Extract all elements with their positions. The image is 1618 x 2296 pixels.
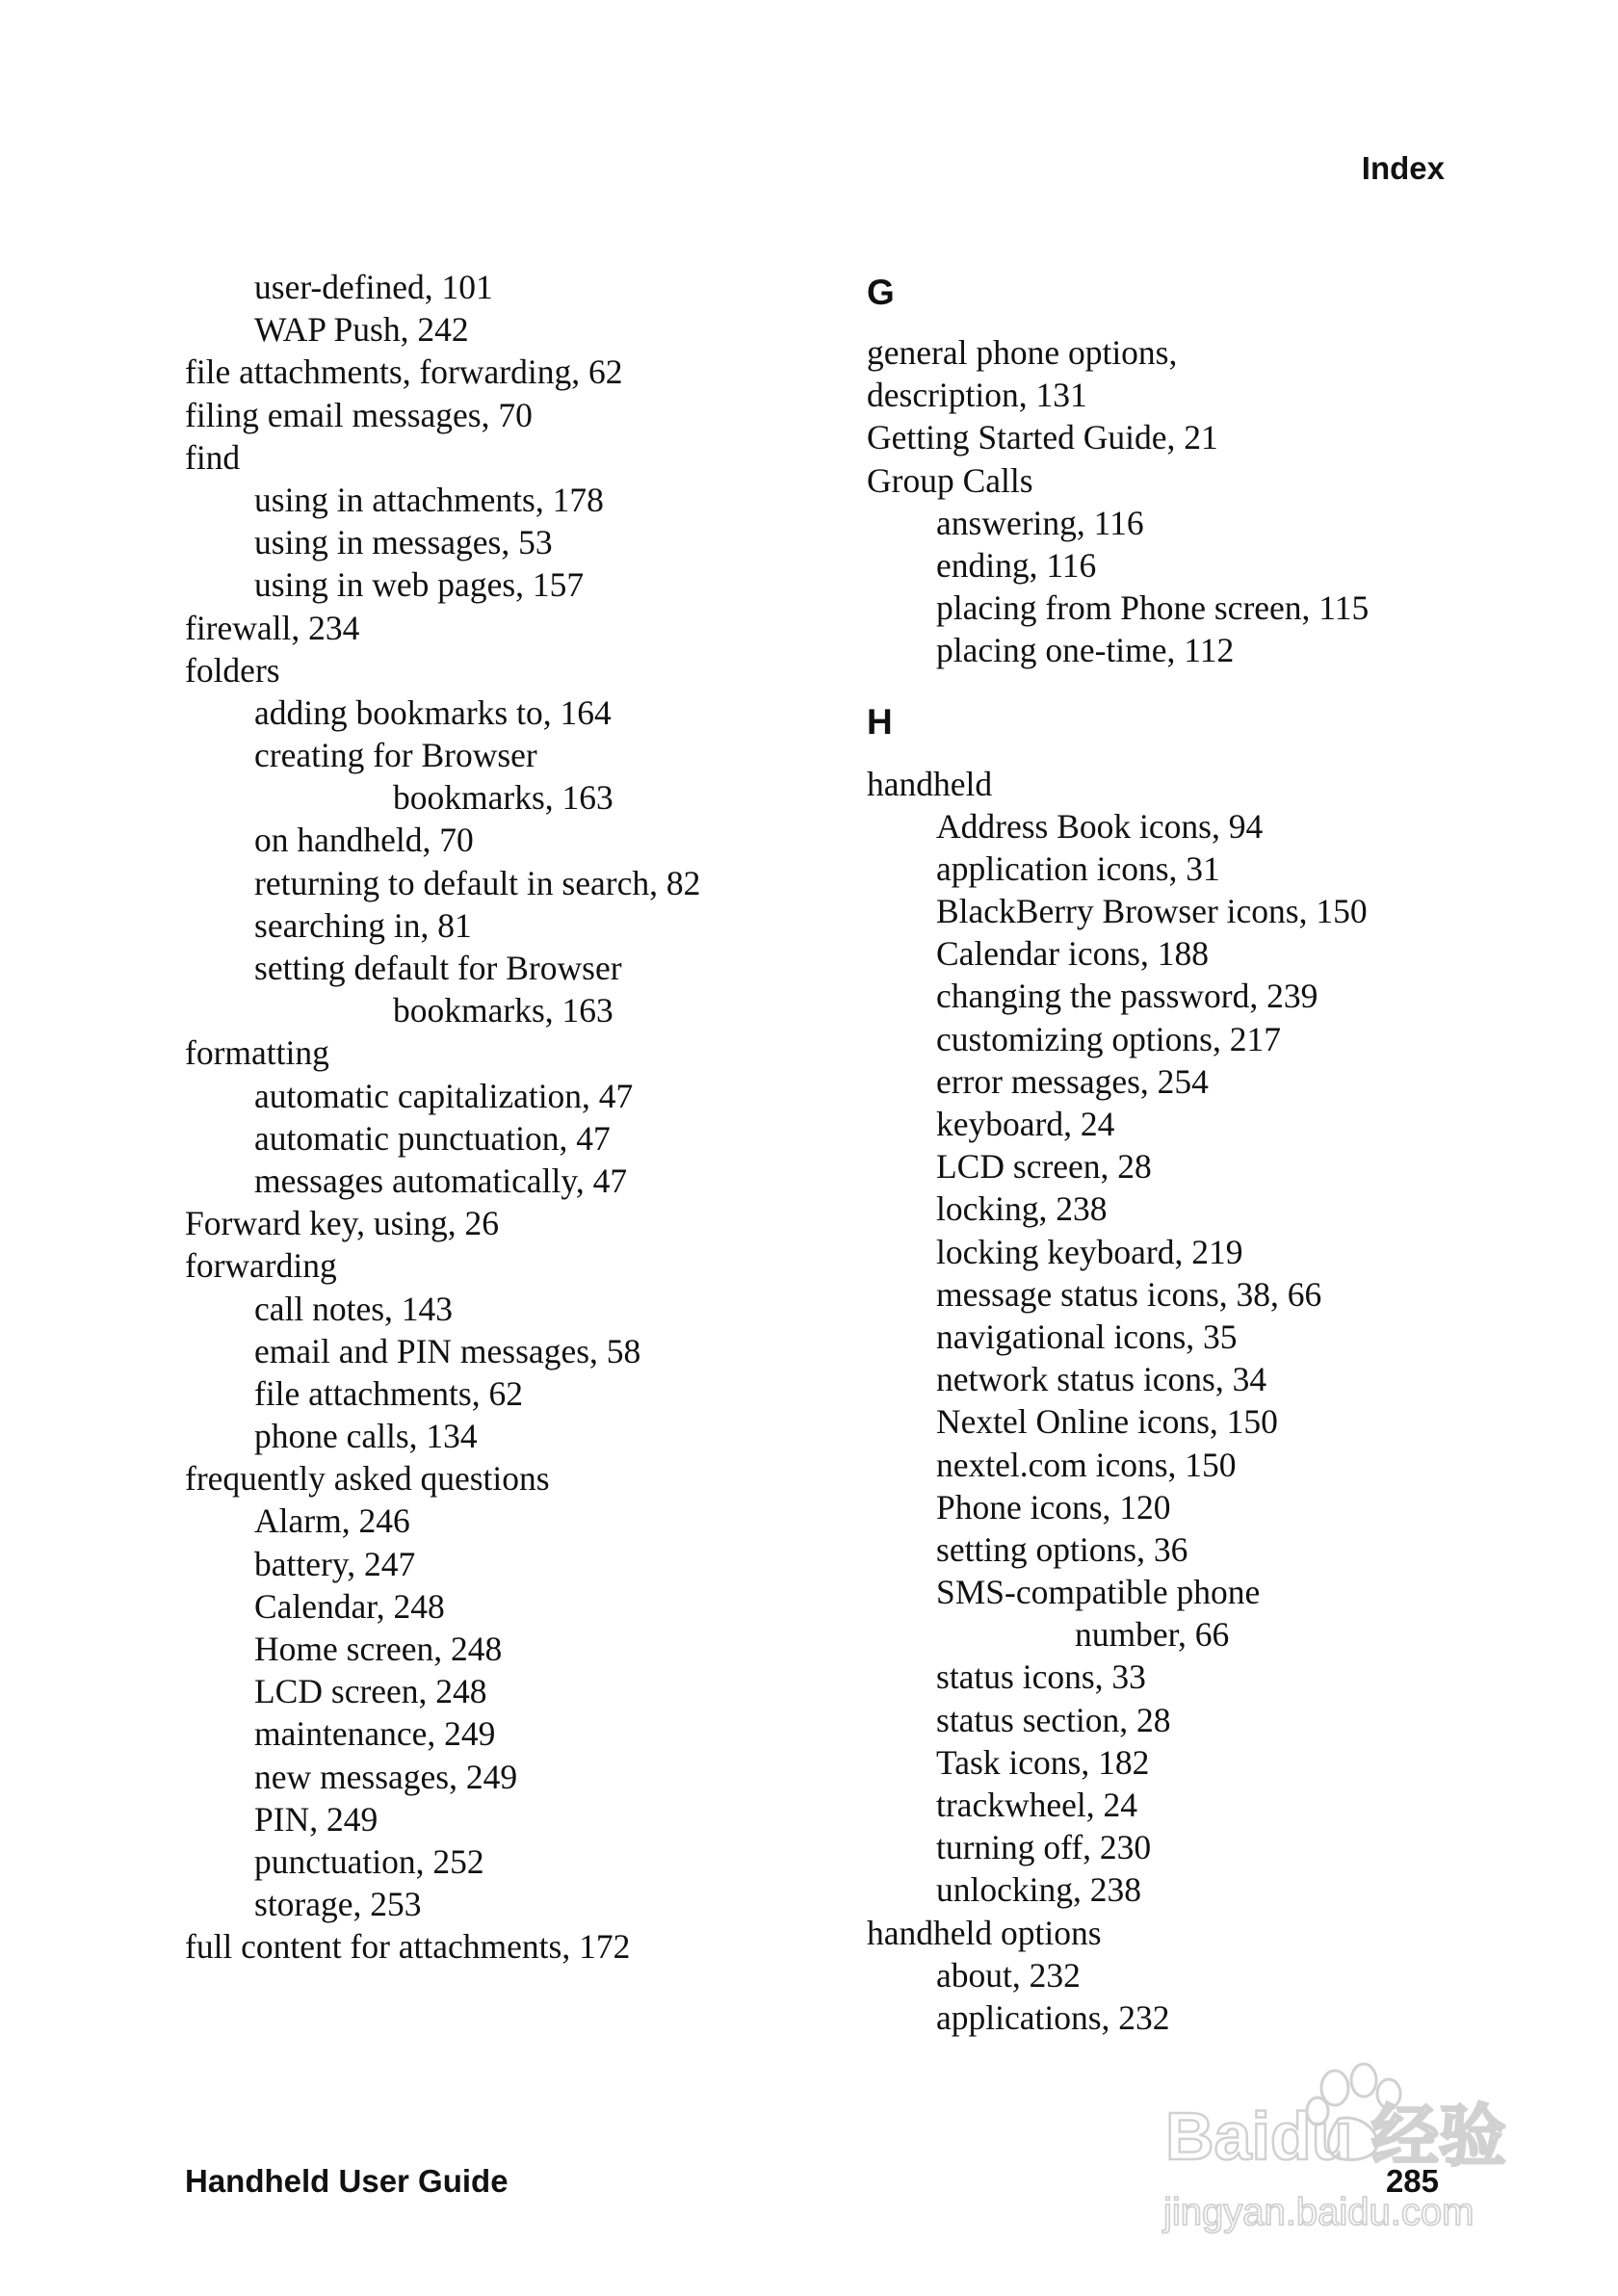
index-main-entry: frequently asked questions (185, 1459, 550, 1499)
index-sub-entry: changing the password, 239 (936, 977, 1318, 1016)
index-sub-entry: LCD screen, 28 (936, 1147, 1152, 1187)
index-sub-entry: on handheld, 70 (254, 821, 474, 860)
section-g-entries (867, 331, 1464, 672)
index-sub-entry: using in attachments, 178 (254, 480, 604, 519)
index-sub-entry: trackwheel, 24 (936, 1786, 1137, 1824)
index-sub-entry: ending, 116 (936, 545, 1097, 585)
index-sub-entry: adding bookmarks to, 164 (254, 692, 612, 732)
index-sub-entry: Home screen, 248 (254, 1630, 503, 1668)
index-sub-entry: email and PIN messages, 58 (254, 1331, 641, 1370)
index-main-entry: handheld options (867, 1913, 1102, 1952)
index-sub-entry: call notes, 143 (254, 1289, 454, 1328)
index-sub-entry: messages automatically, 47 (254, 1161, 628, 1200)
index-sub-entry: placing from Phone screen, 115 (936, 588, 1370, 628)
baidu-watermark-logo (1146, 2051, 1531, 2254)
index-main-entry: description, 131 (867, 376, 1087, 415)
index-sub-entry: LCD screen, 248 (254, 1672, 487, 1711)
index-sub-entry: phone calls, 134 (254, 1417, 478, 1456)
index-sub-entry: using in messages, 53 (254, 523, 553, 562)
index-main-entry: forwarding (185, 1246, 337, 1286)
index-sub-entry: PIN, 249 (254, 1799, 378, 1839)
index-sub-entry: user-defined, 101 (254, 268, 493, 306)
index-sub-entry: returning to default in search, 82 (254, 863, 701, 902)
index-sub-entry: punctuation, 252 (254, 1841, 484, 1881)
index-sub-entry: Phone icons, 120 (936, 1487, 1171, 1526)
index-sub-entry: answering, 116 (936, 503, 1144, 542)
index-sub-entry: unlocking, 238 (936, 1870, 1141, 1910)
index-main-entry: file attachments, forwarding, 62 (185, 352, 623, 392)
index-sub-entry: status section, 28 (936, 1700, 1171, 1739)
index-sub-entry: Address Book icons, 94 (936, 806, 1264, 846)
index-sub-entry: automatic punctuation, 47 (254, 1118, 611, 1158)
section-letter-g: G (867, 273, 895, 312)
index-sub-entry: maintenance, 249 (254, 1714, 496, 1754)
index-continuation: bookmarks, 163 (393, 778, 613, 818)
index-sub-entry: Nextel Online icons, 150 (936, 1402, 1278, 1442)
index-sub-entry: searching in, 81 (254, 905, 472, 945)
index-sub-entry: network status icons, 34 (936, 1360, 1267, 1399)
index-sub-entry: WAP Push, 242 (254, 310, 469, 350)
index-sub-entry: Alarm, 246 (254, 1501, 410, 1541)
footer-page-number: 285 (1385, 2163, 1439, 2199)
index-right-column (867, 266, 1464, 2039)
section-h-entries (867, 763, 1464, 2040)
index-sub-entry: creating for Browser (254, 736, 537, 775)
section-letter-h: H (867, 701, 893, 742)
index-sub-entry: error messages, 254 (936, 1061, 1209, 1101)
index-sub-entry: status icons, 33 (936, 1657, 1146, 1697)
index-main-entry: formatting (185, 1033, 329, 1073)
index-main-entry: folders (185, 650, 280, 690)
index-sub-entry: placing one-time, 112 (936, 631, 1235, 670)
index-continuation: bookmarks, 163 (393, 991, 613, 1031)
index-sub-entry: message status icons, 38, 66 (936, 1274, 1322, 1314)
index-left-column (185, 266, 801, 1969)
index-sub-entry: Calendar, 248 (254, 1586, 445, 1626)
index-sub-entry: customizing options, 217 (936, 1019, 1281, 1058)
index-sub-entry: new messages, 249 (254, 1757, 518, 1796)
index-sub-entry: storage, 253 (254, 1885, 422, 1924)
index-sub-entry: battery, 247 (254, 1544, 416, 1583)
footer-guide-title: Handheld User Guide (185, 2163, 509, 2199)
index-main-entry: Group Calls (867, 460, 1033, 500)
index-sub-entry: SMS-compatible phone (936, 1573, 1261, 1612)
index-main-entry: firewall, 234 (185, 608, 360, 647)
index-main-entry: find (185, 437, 241, 477)
index-sub-entry: nextel.com icons, 150 (936, 1445, 1237, 1484)
running-header: Index (1361, 150, 1445, 186)
index-sub-entry: automatic capitalization, 47 (254, 1076, 634, 1115)
index-main-entry: Getting Started Guide, 21 (867, 418, 1218, 457)
index-sub-entry: navigational icons, 35 (936, 1317, 1238, 1356)
index-sub-entry: turning off, 230 (936, 1828, 1152, 1867)
index-sub-entry: BlackBerry Browser icons, 150 (936, 892, 1368, 931)
index-sub-entry: file attachments, 62 (254, 1373, 523, 1413)
index-sub-entry: locking keyboard, 219 (936, 1232, 1243, 1271)
index-main-entry: filing email messages, 70 (185, 395, 533, 434)
index-main-entry: Forward key, using, 26 (185, 1204, 500, 1243)
index-sub-entry: about, 232 (936, 1955, 1081, 1995)
index-continuation: number, 66 (1075, 1615, 1230, 1655)
index-sub-entry: keyboard, 24 (936, 1105, 1115, 1143)
index-main-entry: handheld (867, 764, 993, 803)
index-sub-entry: locking, 238 (936, 1189, 1108, 1229)
index-sub-entry: Task icons, 182 (936, 1742, 1150, 1782)
index-sub-entry: setting options, 36 (936, 1529, 1188, 1569)
index-main-entry: full content for attachments, 172 (185, 1927, 631, 1967)
watermark-brand: Baidu 经验 (1165, 2099, 1506, 2174)
index-sub-entry: using in web pages, 157 (254, 565, 585, 605)
index-sub-entry: applications, 232 (936, 1997, 1170, 2037)
index-sub-entry: Calendar icons, 188 (936, 934, 1209, 974)
index-main-entry: general phone options, (867, 333, 1178, 372)
index-sub-entry: setting default for Browser (254, 949, 622, 987)
index-sub-entry: application icons, 31 (936, 848, 1220, 888)
watermark-url: jingyan.baidu.com (1163, 2191, 1474, 2233)
